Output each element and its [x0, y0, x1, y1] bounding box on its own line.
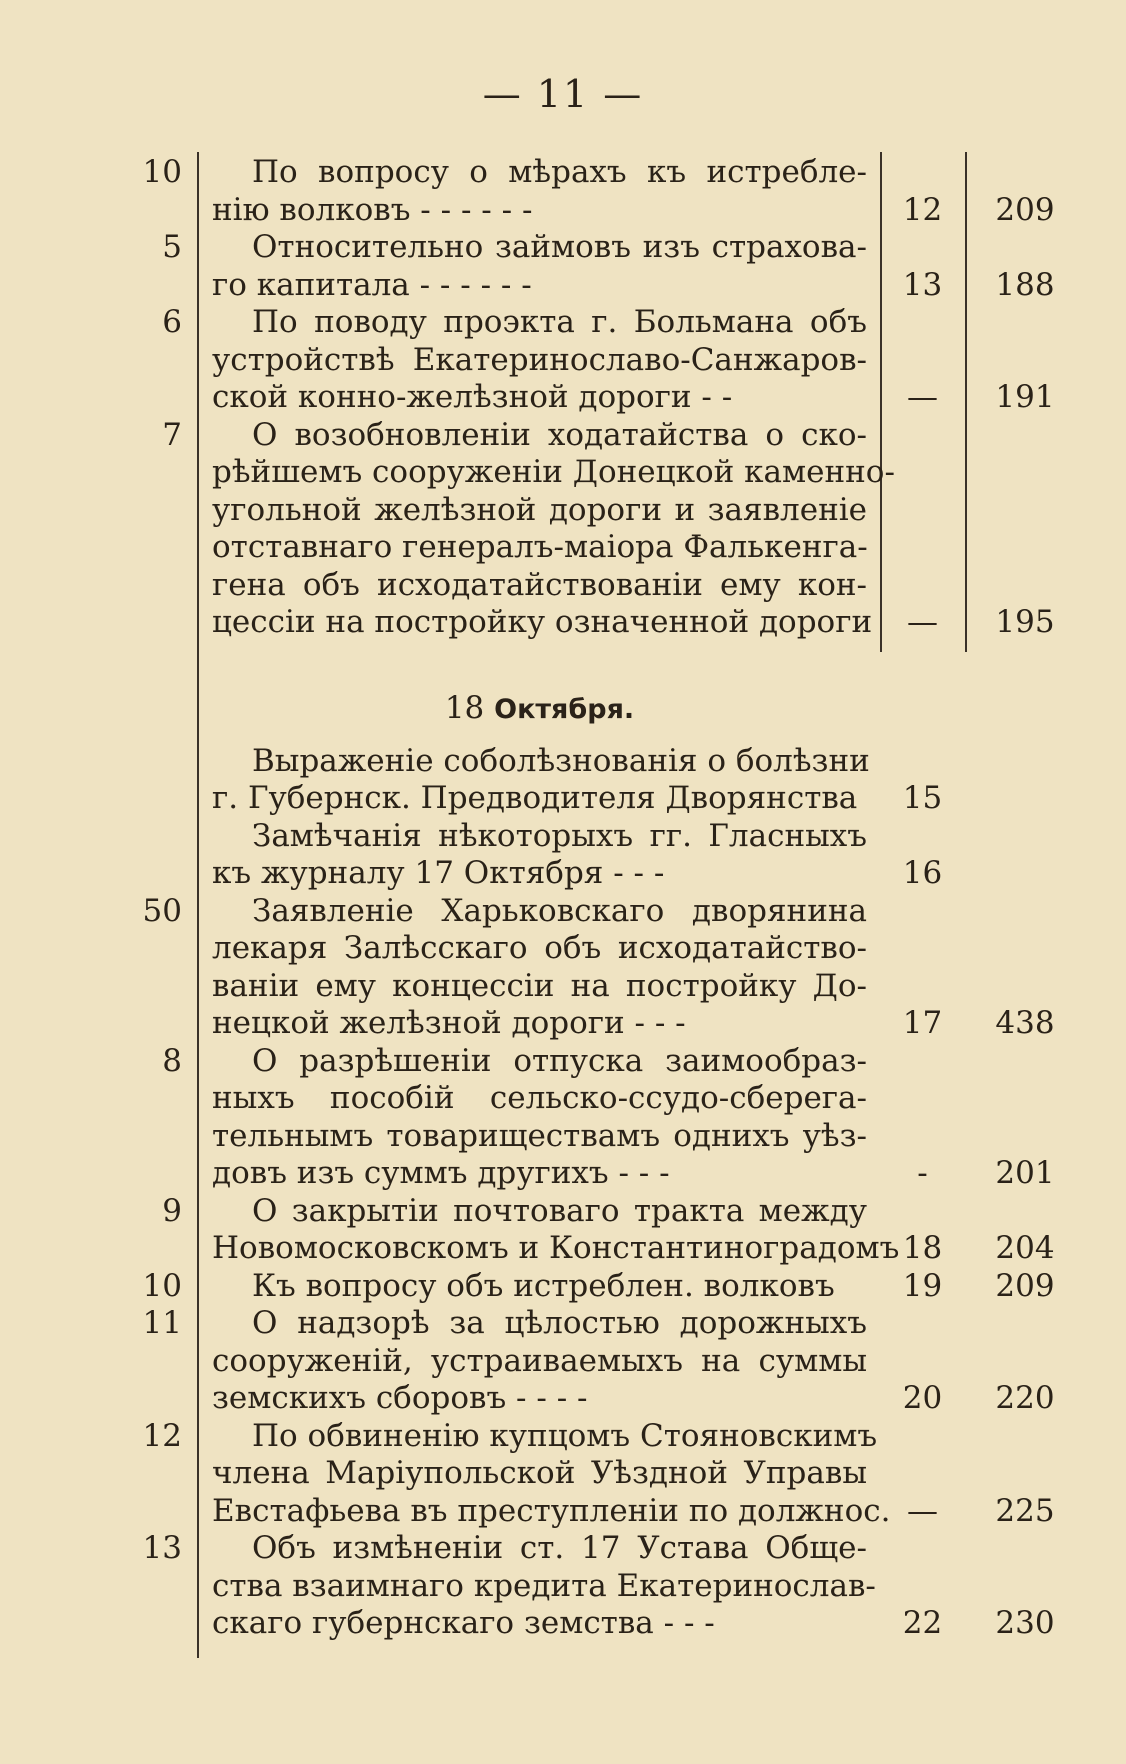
entries-after [0, 743, 1126, 1643]
journal-page: 19 [902, 1267, 943, 1304]
entry-text: Евстафьева въ преступленіи по должнос. [212, 1492, 891, 1529]
entry-row [0, 1193, 1126, 1268]
date-day: 18 [444, 689, 485, 726]
journal-page: 17 [902, 1005, 943, 1041]
entry-line [0, 893, 1126, 931]
entry-line [0, 780, 1126, 818]
date-month: Октября. [494, 693, 635, 725]
entry-row [0, 1043, 1126, 1193]
entry-row [0, 1530, 1126, 1643]
contents-table [0, 154, 1126, 1643]
entry-row [0, 154, 1126, 229]
entry-text: земскихъ сборовъ - - - - [212, 1380, 588, 1416]
entry-line [0, 1305, 1126, 1343]
appendix-page: 209 [995, 191, 1055, 228]
entry-text: По поводу проэкта г. Больмана объ [252, 304, 867, 340]
appendix-page: 220 [995, 1380, 1055, 1416]
entry-text: Объ измѣненіи ст. 17 Устава Обще- [252, 1530, 867, 1566]
entry-line [0, 1193, 1126, 1231]
journal-page: — [907, 604, 938, 640]
entry-row [0, 743, 1126, 818]
appendix-page: 438 [995, 1005, 1055, 1041]
entry-line [0, 1155, 1126, 1193]
entry-row [0, 229, 1126, 304]
entry-line [0, 1605, 1126, 1643]
entry-line [0, 1268, 1126, 1306]
entry-line [0, 1343, 1126, 1381]
entry-line [0, 968, 1126, 1006]
entry-text: О надзорѣ за цѣлостью дорожныхъ [252, 1305, 867, 1341]
entry-number: 5 [162, 229, 182, 265]
entry-number: 50 [142, 892, 182, 929]
entry-line [0, 529, 1126, 567]
entry-row [0, 893, 1126, 1043]
entry-line [0, 229, 1126, 267]
entry-line [0, 1418, 1126, 1456]
entry-line [0, 743, 1126, 781]
entry-line [0, 1230, 1126, 1268]
entry-text: О закрытіи почтоваго тракта между [252, 1192, 867, 1229]
date-heading [0, 668, 1126, 743]
entry-text: тельнымъ товариществамъ однихъ уѣз- [212, 1117, 867, 1154]
entry-line [0, 492, 1126, 530]
entry-number: 8 [162, 1042, 182, 1079]
page-header: — 11 — [482, 72, 644, 116]
entry-text: Заявленіе Харьковскаго дворянина [252, 892, 867, 929]
entry-line [0, 855, 1126, 893]
entry-line [0, 930, 1126, 968]
entry-text: угольной желѣзной дороги и заявленіе [212, 491, 867, 528]
entry-text: къ журналу 17 Октября - - - [212, 855, 665, 891]
journal-page: — [907, 1492, 938, 1529]
journal-page: — [907, 379, 938, 415]
journal-page: 22 [902, 1605, 943, 1641]
appendix-page: 209 [995, 1267, 1055, 1304]
entry-text: ныхъ пособій сельско-ссудо-сберега- [212, 1080, 867, 1116]
entry-text: довъ изъ суммъ другихъ - - - [212, 1155, 670, 1191]
entry-line [0, 1005, 1126, 1043]
appendix-page: 188 [995, 266, 1055, 303]
journal-page: 18 [902, 1230, 943, 1266]
entry-number: 9 [162, 1192, 182, 1229]
entry-line [0, 1118, 1126, 1156]
entry-row [0, 1418, 1126, 1531]
date-heading-text [212, 668, 867, 750]
entry-line [0, 267, 1126, 305]
entry-text: устройствѣ Екатеринославо-Санжаров- [212, 341, 867, 378]
spacer [0, 642, 1126, 668]
entry-line [0, 604, 1126, 642]
entry-text: По вопросу о мѣрахъ къ истребле- [252, 154, 867, 190]
entry-text: Къ вопросу объ истреблен. волковъ [252, 1267, 835, 1304]
entry-text: рѣйшемъ сооруженіи Донецкой каменно- [212, 454, 895, 490]
entry-text: гена объ исходатайствованіи ему кон- [212, 566, 867, 603]
entry-text: Относительно займовъ изъ страхова- [252, 229, 867, 265]
entry-line [0, 1380, 1126, 1418]
entry-text: сооруженій, устраиваемыхъ на суммы [212, 1342, 867, 1379]
entry-number: 13 [142, 1530, 182, 1566]
entry-line [0, 304, 1126, 342]
entry-line [0, 1530, 1126, 1568]
entry-line [0, 417, 1126, 455]
entry-number: 11 [142, 1305, 182, 1341]
entry-text: отставнаго генералъ-маіора Фалькенга- [212, 529, 868, 565]
entry-line [0, 1043, 1126, 1081]
entry-number: 10 [142, 1267, 182, 1304]
entry-number: 12 [142, 1417, 182, 1454]
entry-line [0, 342, 1126, 380]
entry-text: Выраженіе соболѣзнованія о болѣзни [252, 742, 870, 779]
entry-text: ства взаимнаго кредита Екатеринослав- [212, 1567, 876, 1604]
appendix-page: 230 [995, 1605, 1055, 1641]
entry-text: По обвиненію купцомъ Стояновскимъ [252, 1417, 878, 1454]
journal-page: 13 [902, 266, 943, 303]
entry-line [0, 818, 1126, 856]
entry-text: ваніи ему концессіи на постройку До- [212, 967, 867, 1004]
entry-line [0, 1493, 1126, 1531]
appendix-page: 204 [995, 1230, 1055, 1266]
appendix-page: 225 [995, 1492, 1055, 1529]
entry-row [0, 417, 1126, 642]
journal-page: 20 [902, 1380, 943, 1416]
entry-row [0, 818, 1126, 893]
journal-page: - [917, 1155, 928, 1191]
entry-text: Новомосковскомъ и Константиноградомъ [212, 1230, 900, 1266]
entry-line [0, 1455, 1126, 1493]
journal-page: 15 [902, 780, 943, 816]
entry-line [0, 454, 1126, 492]
entry-text: го капитала - - - - - - [212, 266, 532, 303]
entry-text: О разрѣшеніи отпуска заимообраз- [252, 1042, 867, 1079]
entry-text: скаго губернскаго земства - - - [212, 1605, 715, 1641]
entry-line [0, 1568, 1126, 1606]
entry-text: Замѣчанія нѣкоторыхъ гг. Гласныхъ [252, 817, 867, 854]
journal-page: 12 [902, 191, 943, 228]
entry-text: члена Маріупольской Уѣздной Управы [212, 1455, 867, 1491]
entry-text: г. Губернск. Предводителя Дворянства [212, 780, 858, 816]
entry-line [0, 379, 1126, 417]
entry-text: цессіи на постройку означенной дороги [212, 604, 873, 640]
entry-line [0, 1080, 1126, 1118]
entry-number: 10 [142, 154, 182, 190]
entries-before [0, 154, 1126, 642]
entry-text: О возобновленіи ходатайства о ско- [252, 416, 867, 453]
entry-line [0, 192, 1126, 230]
entry-number: 7 [162, 416, 182, 453]
appendix-page: 201 [995, 1155, 1055, 1191]
entry-row [0, 1305, 1126, 1418]
entry-number: 6 [162, 304, 182, 340]
entry-row [0, 1268, 1126, 1306]
entry-text: ской конно-желѣзной дороги - - [212, 379, 733, 415]
entry-text: нію волковъ - - - - - - [212, 191, 533, 228]
journal-page: 16 [902, 855, 943, 891]
entry-text: лекаря Залѣсскаго объ исходатайство- [212, 930, 867, 966]
entry-line [0, 567, 1126, 605]
appendix-page: 195 [995, 604, 1055, 640]
entry-line [0, 154, 1126, 192]
entry-text: нецкой желѣзной дороги - - - [212, 1005, 686, 1041]
appendix-page: 191 [995, 379, 1055, 415]
entry-row [0, 304, 1126, 417]
